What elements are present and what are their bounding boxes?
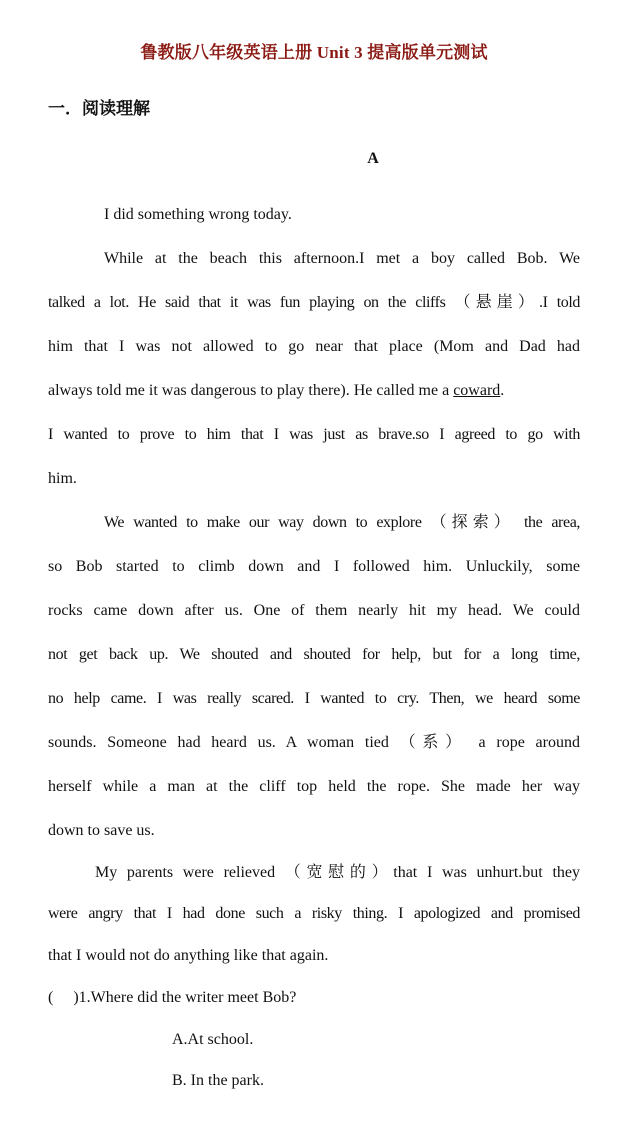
- period: .: [500, 382, 505, 399]
- section-heading: 一．阅读理解: [48, 99, 150, 118]
- underlined-word: coward: [453, 382, 501, 399]
- passage-line: were angry that I had done such a risky thing. I apologized and promised: [48, 905, 580, 922]
- passage-line: so Bob started to climb down and I followed him. Unluckily, some: [48, 558, 580, 575]
- passage-line: [48, 380, 580, 402]
- passage-line: My parents were relieved （宽慰的）that I was unhurt.but they: [95, 864, 580, 881]
- option-b[interactable]: B. In the park.: [172, 1072, 264, 1089]
- passage-line-text: always told me it was dangerous to play there). He called me a: [48, 382, 450, 399]
- passage-line: While at the beach this afternoon.I met a boy called Bob. We: [104, 250, 580, 267]
- passage-line: I did something wrong today.: [104, 206, 292, 223]
- document-title: 鲁教版八年级英语上册 Unit 3 提高版单元测试: [140, 43, 488, 62]
- question: [48, 987, 580, 1009]
- passage-line: We wanted to make our way down to explore （探索） the area,: [104, 514, 580, 531]
- passage-line: rocks came down after us. One of them nearly hit my head. We could: [48, 602, 580, 619]
- passage-line: herself while a man at the cliff top held the rope. She made her way: [48, 778, 580, 795]
- passage-line: no help came. I was really scared. I wanted to cry. Then, we heard some: [48, 690, 580, 707]
- question-text: Where did the writer meet Bob?: [90, 989, 297, 1006]
- passage-line: talked a lot. He said that it was fun playing on the cliffs （悬崖）.I told: [48, 294, 580, 311]
- passage-line: not get back up. We shouted and shouted for help, but for a long time,: [48, 646, 580, 663]
- passage-line: down to save us.: [48, 822, 155, 839]
- passage-line: that I would not do anything like that again.: [48, 947, 329, 964]
- question-number: ( )1.: [48, 989, 91, 1006]
- option-a[interactable]: A.At school.: [172, 1031, 254, 1048]
- passage-line: sounds. Someone had heard us. A woman tied （系） a rope around: [48, 734, 580, 751]
- passage-line: him that I was not allowed to go near that place (Mom and Dad had: [48, 338, 580, 355]
- passage-line: I wanted to prove to him that I was just as brave.so I agreed to go with: [48, 426, 580, 443]
- passage-line: him.: [48, 470, 77, 487]
- passage-label: A: [367, 150, 379, 167]
